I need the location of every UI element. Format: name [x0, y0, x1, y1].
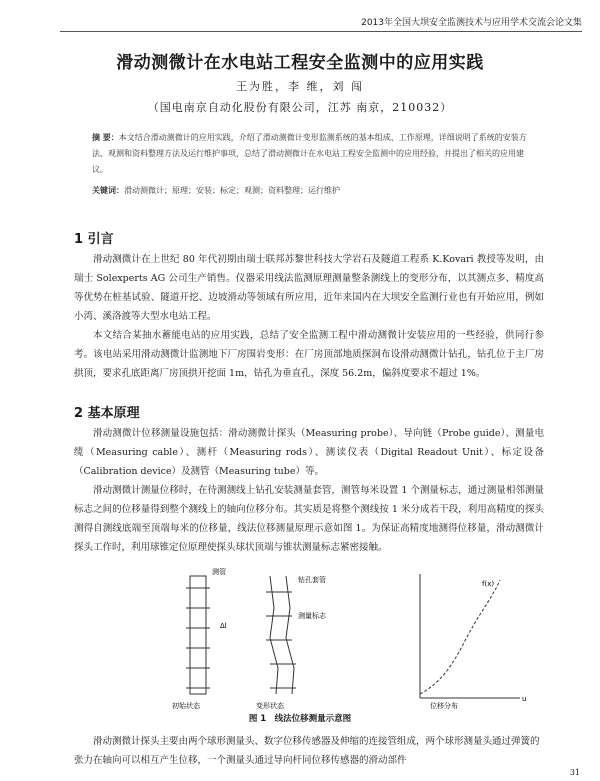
figure-caption: 图 1 线法位移测量示意图: [248, 714, 352, 724]
keywords-label: 关键词：: [92, 185, 124, 195]
running-head: 2013年全国大坝安全监测技术与应用学术交流会论文集: [361, 18, 582, 28]
label-marker: 测量标志: [298, 612, 326, 620]
principle-body: [74, 424, 544, 557]
label-x: u: [522, 695, 527, 703]
keywords: [92, 182, 530, 199]
abstract-text: 本文结合滑动测微计的应用实践，介绍了滑动测微计变形监测系统的基本组成、工作原理，详细说明了系统的安装方法、观测和资料整理方法及运行维护事项，总结了滑动测微计在水电站工程安全监测中的应用经验，并提出了相关的应用建议。: [92, 133, 527, 174]
page-number: 31: [569, 768, 580, 777]
affiliation: （国电南京自动化股份有限公司，江苏 南京，210032）: [147, 101, 453, 114]
tail-body: [74, 732, 544, 770]
tail-paragraph: 滑动测微计探头主要由两个球形测量头、数字位移传感器及伸缩的连接管组成，两个球形测量头通过弹簧的张力在轴向可以相互产生位移，一个测量头通过导向杆同位移传感器的滑动部件: [74, 736, 540, 766]
label-curve: f(x): [482, 580, 495, 588]
label-dist-axis: 位移分布: [430, 702, 458, 710]
intro-paragraph-2: 本文结合某抽水蓄能电站的应用实践，总结了安全监测工程中滑动测微计安装应用的一些经验，供同行参考。该电站采用滑动测微计监测地下厂房围岩变形：在厂房顶部地质探洞布设滑动测微计钻孔，钻孔位于主厂房拱顶，要求孔底距离厂房顶拱开挖面 1m，钻孔为垂直孔，深度 56.2m，偏斜度要求不超过 1%。: [74, 330, 544, 379]
borehole-deformed: [270, 576, 278, 694]
abstract-label: 摘 要：: [92, 133, 119, 142]
label-delta-l: Δl: [220, 622, 227, 630]
label-sensor: 测管: [212, 568, 226, 576]
section-heading-intro: 1 引言: [74, 232, 114, 247]
intro-paragraph-1: 滑动测微计在上世纪 80 年代初期由瑞士联邦苏黎世科技大学岩石及隧道工程系 K.Kovari 教授等发明，由瑞士 Solexperts AG 公司生产销售。仪器采用线法监测原理测量整条测线上的变形分布，以其测点多、精度高等优势在桩基试验、隧道开挖、边坡滑动等领域有所应用，近年来国内在大坝安全监测行业也有开始应用，例如小湾、溪洛渡等大型水电站工程。: [74, 254, 544, 322]
header-rule: [60, 31, 582, 32]
label-borehole: 钻孔套管: [298, 576, 326, 584]
displacement-curve: [420, 580, 500, 694]
paper-title: 滑动测微计在水电站工程安全监测中的应用实践: [116, 53, 484, 73]
intro-body: [74, 250, 544, 383]
label-bottom-left: 初始状态: [172, 702, 200, 710]
authors: 王为胜，李 维，刘 闯: [236, 80, 364, 93]
keywords-text: 滑动测微计；原理；安装；标定；观测；资料整理；运行维护: [124, 186, 340, 195]
label-bottom-mid: 变形状态: [256, 702, 284, 710]
principle-paragraph-1: 滑动测微计位移测量设施包括：滑动测微计探头（Measuring probe）、导向链（Probe guide）、测量电缆（Measuring cable）、测杆（Measuring rods）、测读仪表（Digital Readout Unit）、标定设备（Calibration device）及测管（Measuring tube）等。: [74, 428, 544, 477]
figure-1-diagram: [120, 568, 540, 710]
borehole-left: [190, 576, 206, 694]
section-heading-principle: 2 基本原理: [74, 406, 140, 421]
principle-paragraph-2: 滑动测微计测量位移时，在待测测线上钻孔安装测量套管，测管每米设置 1 个测量标志，通过测量相邻测量标志之间的位移量得到整个测线上的轴向位移分布。其实质是将整个测线按 1 米分成若干段，利用高精度的探头测得自测线底端至顶端每米的位移量，线法位移测量原理示意如图 1。为保证高精度地测得位移量，滑动测微计探头工作时，利用球锥定位原理使探头球状顶端与锥状测量标志紧密接触。: [74, 485, 544, 553]
abstract: [92, 130, 530, 178]
